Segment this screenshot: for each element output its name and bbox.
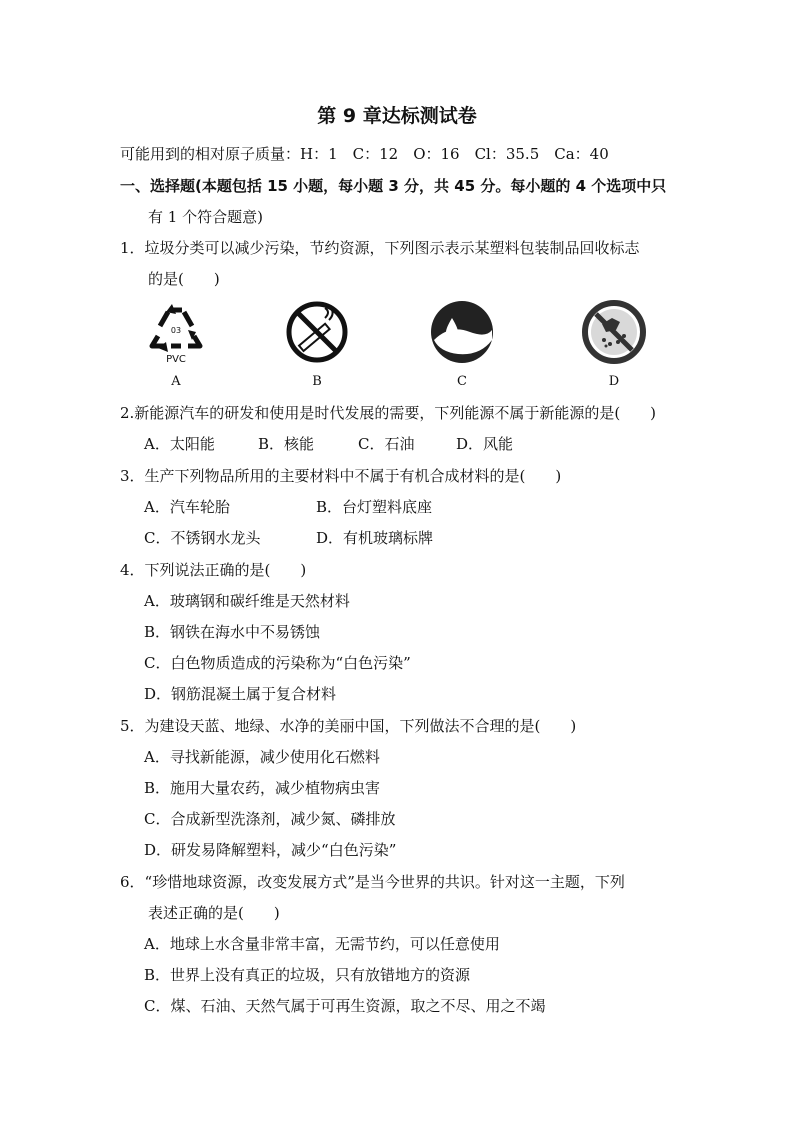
q2-option-c[interactable]: C．石油 — [358, 435, 415, 453]
q4-option-d[interactable]: D．钢筋混凝土属于复合材料 — [144, 685, 337, 703]
option-b-label: B — [312, 374, 322, 389]
option-d-image[interactable] — [582, 300, 646, 368]
recycle-pvc-icon — [144, 300, 208, 368]
no-smoking-icon — [285, 300, 349, 368]
q3-option-c[interactable]: C．不锈钢水龙头 — [144, 529, 261, 547]
q5-option-a[interactable]: A．寻找新能源，减少使用化石燃料 — [144, 748, 380, 766]
q2-option-b[interactable]: B．核能 — [258, 435, 315, 453]
question-5: 5．为建设天蓝、地绿、水净的美丽中国，下列做法不合理的是( ) — [120, 717, 577, 735]
option-a-image[interactable] — [144, 300, 208, 368]
q6-option-a[interactable]: A．地球上水含量非常丰富，无需节约，可以任意使用 — [144, 935, 500, 953]
q5-option-c[interactable]: C．合成新型洗涤剂，减少氮、磷排放 — [144, 810, 396, 828]
question-6-cont: 表述正确的是( ) — [148, 904, 280, 922]
no-littering-icon — [582, 300, 646, 368]
question-6: 6．“珍惜地球资源，改变发展方式”是当今世界的共识。针对这一主题，下列 — [120, 873, 625, 891]
question-3: 3．生产下列物品所用的主要材料中不属于有机合成材料的是( ) — [120, 467, 562, 485]
q5-option-b[interactable]: B．施用大量农药，减少植物病虫害 — [144, 779, 381, 797]
q4-option-a[interactable]: A．玻璃钢和碳纤维是天然材料 — [144, 592, 350, 610]
atomic-mass-note: 可能用到的相对原子质量：H：1 C：12 O：16 Cl：35.5 Ca：40 — [120, 145, 609, 163]
q3-option-b[interactable]: B．台灯塑料底座 — [316, 498, 433, 516]
question-1-cont: 的是( ) — [148, 270, 220, 288]
q5-option-d[interactable]: D．研发易降解塑料，减少“白色污染” — [144, 841, 397, 859]
q3-option-d[interactable]: D．有机玻璃标牌 — [316, 529, 434, 547]
q4-option-c[interactable]: C．白色物质造成的污染称为“白色污染” — [144, 654, 411, 672]
option-c-label: C — [457, 374, 467, 389]
q3-option-a[interactable]: A．汽车轮胎 — [144, 498, 230, 516]
option-c-image[interactable] — [430, 300, 494, 368]
recycle-number: 03 — [170, 326, 182, 335]
page-title: 第 9 章达标测试卷 — [317, 105, 477, 127]
question-4: 4．下列说法正确的是( ) — [120, 561, 307, 579]
q4-option-b[interactable]: B．钢铁在海水中不易锈蚀 — [144, 623, 321, 641]
q2-option-d[interactable]: D．风能 — [456, 435, 514, 453]
recycle-code: PVC — [166, 354, 186, 365]
option-b-image[interactable] — [285, 300, 349, 368]
option-d-label: D — [608, 374, 620, 389]
section-heading: 一、选择题(本题包括 15 小题，每小题 3 分，共 45 分。每小题的 4 个选项中只 — [120, 177, 667, 195]
q6-option-b[interactable]: B．世界上没有真正的垃圾，只有放错地方的资源 — [144, 966, 471, 984]
question-1: 1．垃圾分类可以减少污染，节约资源，下列图示表示某塑料包装制品回收标志 — [120, 239, 640, 257]
water-saving-icon — [430, 300, 494, 368]
q6-option-c[interactable]: C．煤、石油、天然气属于可再生资源，取之不尽、用之不竭 — [144, 997, 546, 1015]
option-a-label: A — [171, 374, 181, 389]
question-2: 2.新能源汽车的研发和使用是时代发展的需要，下列能源不属于新能源的是( ) — [120, 404, 657, 422]
q2-option-a[interactable]: A．太阳能 — [144, 435, 215, 453]
section-heading-cont: 有 1 个符合题意) — [148, 208, 263, 226]
